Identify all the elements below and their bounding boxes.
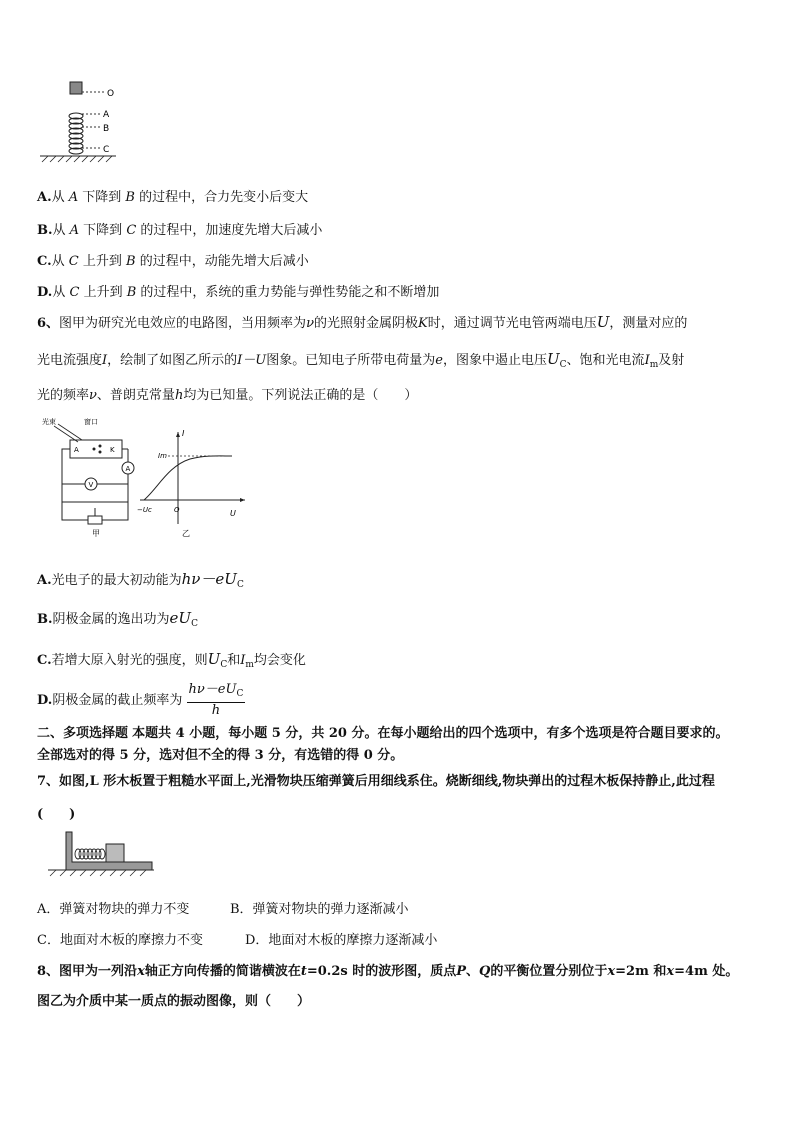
- ground-hatch-2: [50, 870, 146, 876]
- spring-figure: [36, 80, 126, 170]
- q8-stem-line1: 8、图甲为一列沿x轴正方向传播的简谐横波在t=0.2s 时的波形图，质点P、Q的平衡位置分别位于x=2m 和x=4m 处。: [37, 964, 739, 979]
- q5-option-b[interactable]: B.从 A 下降到 C 的过程中，加速度先增大后减小: [37, 223, 323, 238]
- svg-text:V: V: [88, 481, 94, 489]
- section2-line1: 二、多项选择题 本题共 4 小题，每小题 5 分，共 20 分。在每小题给出的四个选项中，有多个选项是符合题目要求的。: [37, 726, 729, 741]
- light-beam-label: 光束: [42, 418, 56, 426]
- q5-option-d[interactable]: D.从 C 上升到 B 的过程中，系统的重力势能与弹性势能之和不断增加: [37, 285, 440, 300]
- q7-option-d[interactable]: D．地面对木板的摩擦力逐渐减小: [245, 933, 438, 948]
- q6-option-d[interactable]: D.阴极金属的截止频率为 $\frac{h\nu-eU_C}{h}$: [37, 682, 244, 718]
- iu-curve: [144, 456, 232, 500]
- q5-option-a[interactable]: A.从 A 下降到 B 的过程中，合力先变小后变大: [37, 190, 309, 205]
- rheostat: [88, 516, 102, 524]
- compressed-spring: [75, 849, 105, 859]
- q6-stem-line3: 光的频率ν、普朗克常量h均为已知量。下列说法正确的是（ ）: [37, 388, 418, 403]
- q7-option-b[interactable]: B．弹簧对物块的弹力逐渐减小: [230, 902, 409, 917]
- svg-text:I: I: [182, 429, 185, 438]
- q8-stem-line2: 图乙为介质中某一质点的振动图像，则（ ）: [37, 994, 311, 1009]
- window-label: 窗口: [84, 418, 98, 426]
- q6-option-a[interactable]: A.光电子的最大初动能为$h\nu-eU_C$: [37, 570, 244, 590]
- q6-stem-line1: 6、图甲为研究光电效应的电路图，当用频率为ν的光照射金属阴极K时，通过调节光电管两端电压U，测量对应的: [37, 313, 688, 331]
- q5-option-c[interactable]: C.从 C 上升到 B 的过程中，动能先增大后减小: [37, 254, 309, 269]
- photoelectric-figure: [40, 412, 250, 537]
- block: [106, 844, 124, 862]
- cutoff-frequency-fraction: $\frac{h\nu-eU_C}{h}$: [188, 682, 244, 718]
- anode-label: A: [74, 446, 79, 454]
- im-label: Im: [158, 452, 167, 460]
- figure-yi-label: 乙: [182, 529, 190, 537]
- label-o: O: [107, 89, 115, 99]
- label-a: A: [103, 110, 110, 120]
- figure-jia-label: 甲: [92, 529, 100, 537]
- label-b: B: [103, 124, 110, 134]
- spring-coil: [69, 113, 83, 154]
- svg-text:O: O: [174, 506, 180, 514]
- q6-option-b[interactable]: B.阴极金属的逸出功为$eU_C$: [37, 609, 198, 629]
- q7-option-c[interactable]: C．地面对木板的摩擦力不变: [37, 933, 203, 948]
- q7-paren: ( ): [37, 807, 76, 822]
- q6-option-c[interactable]: C.若增大原入射光的强度，则$U_C$和$I_m$均会变化: [37, 650, 306, 670]
- svg-text:U: U: [230, 509, 236, 518]
- svg-text:−Uc: −Uc: [137, 506, 152, 514]
- label-c: C: [103, 145, 110, 155]
- q7-option-a[interactable]: A．弹簧对物块的弹力不变: [37, 902, 190, 917]
- q6-stem-line2: 光电流强度I，绘制了如图乙所示的I－U图象。已知电子所带电荷量为e，图象中遏止电压$U_C$、饱和光电流$I_m$及射: [37, 350, 685, 370]
- hanging-block: [70, 82, 82, 94]
- q7-stem: 7、如图,L 形木板置于粗糙水平面上,光滑物块压缩弹簧后用细线系住。烧断细线,物块弹出的过程木板保持静止,此过程: [37, 774, 715, 789]
- svg-text:A: A: [125, 465, 131, 473]
- section2-title: 二、多项选择题: [37, 726, 129, 741]
- l-board-figure: [44, 828, 156, 878]
- cathode-label: K: [110, 446, 115, 454]
- ground-hatch: [42, 156, 112, 162]
- section2-line2: 全部选对的得 5 分，选对但不全的得 3 分，有选错的得 0 分。: [37, 748, 404, 763]
